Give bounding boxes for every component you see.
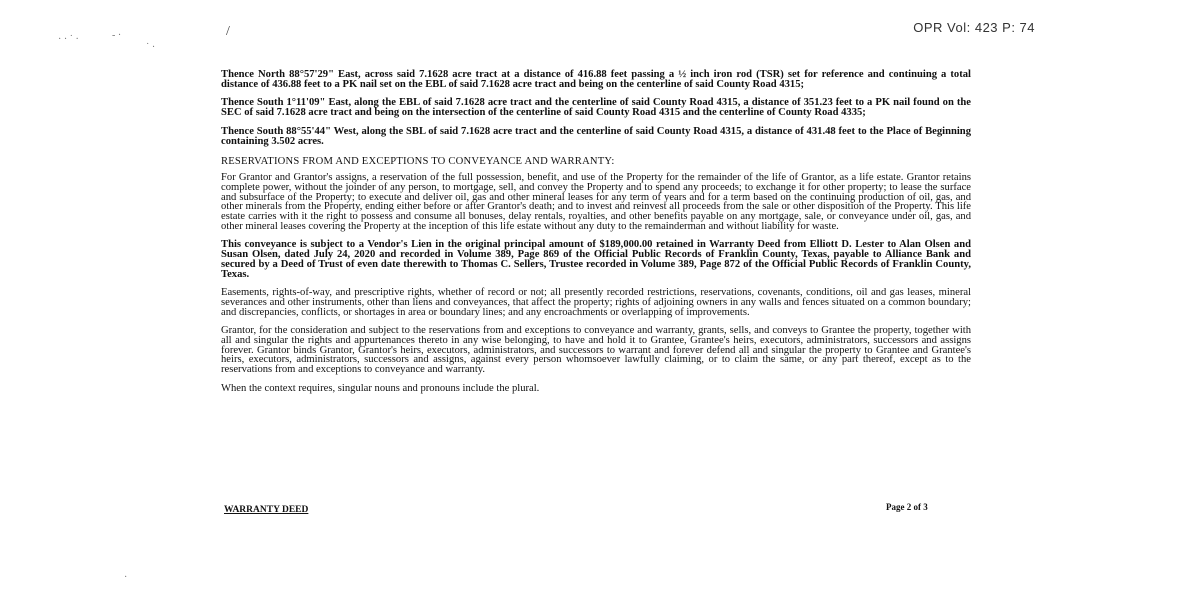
paragraph-context: When the context requires, singular nouns and pronouns include the plural. [221, 382, 540, 394]
document-title-footer: WARRANTY DEED [224, 505, 309, 515]
page-number: Page 2 of 3 [886, 502, 928, 512]
scan-speck: ˙ · [146, 42, 156, 53]
paragraph-thence-north: Thence North 88°57'29" East, across said 7.1628 acre tract at a distance of 416.88 feet passing a ½ inch iron rod (TSR) set for reference and continuing a total distance of 436.88 feet to a PK nail set on the EBL of said 7.1628 acre tract and being on the centerline of said County Road 4315; [221, 69, 971, 90]
reservations-heading: RESERVATIONS FROM AND EXCEPTIONS TO CONVEYANCE AND WARRANTY: [221, 156, 615, 168]
paragraph-grantor-conveyance: Grantor, for the consideration and subject to the reservations from and exceptions to conveyance and warranty, grants, sells, and conveys to Grantee the property, together with all and singular the rights and appurtenances thereto in any wise belonging, to have and hold it to Grantee, Grantee's heirs, executors, administrators, successors and assigns forever. Grantor binds Grantor, Grantor's heirs, executors, administrators, and successors to warrant and forever defend all and singular the property to Grantee and Grantee's heirs, executors, administrators, successors and assigns, against every person whomsoever lawfully claiming, or to claim the same, or any part thereof, except as to the reservations from and exceptions to conveyance and warranty. [221, 325, 971, 376]
paragraph-thence-south-east: Thence South 1°11'09" East, along the EBL of said 7.1628 acre tract and the centerline of said County Road 4315, a distance of 351.23 feet to a PK nail found on the SEC of said 7.1628 acre tract and being on the intersection of the centerline of said County Road 4315 and the centerline of County Road 4335; [221, 97, 971, 119]
paragraph-thence-south-west: Thence South 88°55'44" West, along the SBL of said 7.1628 acre tract and the centerline of said County Road 4315, a distance of 431.48 feet to the Place of Beginning containing 3.502 acres. [221, 125, 971, 147]
paragraph-vendors-lien: This conveyance is subject to a Vendor's Lien in the original principal amount of $189,000.00 retained in Warranty Deed from Elliott D. Lester to Alan Olsen and Susan Olsen, dated July 24, 2020 and recorded in Volume 389, Page 869 of the Official Public Records of Franklin County, Texas, payable to Alliance Bank and secured by a Deed of Trust of even date therewith to Thomas C. Sellers, Trustee recorded in Volume 389, Page 872 of the Official Public Records of Franklin County, Texas. [221, 239, 971, 280]
scan-speck: · · ˙ · [58, 34, 79, 45]
paragraph-reservation: For Grantor and Grantor's assigns, a reservation of the full possession, benefit, and use of the Property for the remainder of the life of Grantor, as a life estate. Grantor retains complete power, without the joinder of any person, to mortgage, sell, and convey the Property and to spend any proceeds; to exchange it for other property; to lease the surface and subsurface of the Property; to execute and deliver oil, gas and other mineral leases for any term of years and for a term based on the continuing production of oil, gas, and other minerals from the Property, ending either before or after Grantor's death; and to invest and reinvest all proceeds from the sale or other disposition of the Property. This life estate carries with it the right to possess and consume all bonuses, delay rentals, royalties, and other benefits payable on any mortgage, sale, or conveyance under oil, gas, and other mineral leases covering the Property at the inception of this life estate without any duty to the remainderman and without liability for waste. [221, 172, 971, 232]
scan-speck: · [124, 572, 128, 583]
scan-mark: / [226, 24, 230, 39]
paragraph-easements: Easements, rights-of-way, and prescriptive rights, whether of record or not; all presently recorded restrictions, reservations, covenants, conditions, oil and gas leases, mineral severances and other instruments, other than liens and conveyances, that affect the property; rights of adjoining owners in any walls and fences situated on a common boundary; and discrepancies, conflicts, or shortages in area or boundary lines; and any encroachments or overlapping of improvements. [221, 287, 971, 318]
recording-reference: OPR Vol: 423 P: 74 [913, 20, 1035, 35]
deed-body [221, 70, 971, 394]
scan-speck: - · [112, 30, 122, 41]
